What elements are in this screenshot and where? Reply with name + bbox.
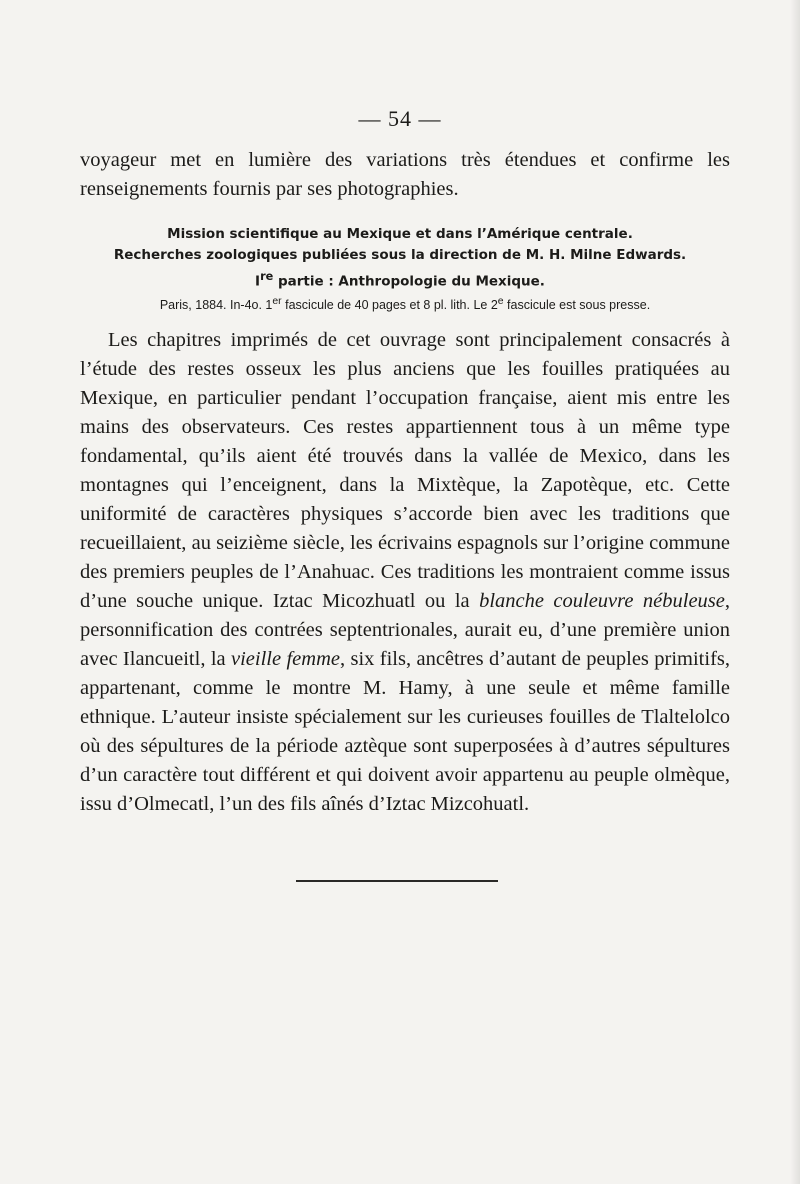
pubinfo-sup-1: er [272, 296, 282, 307]
italic-phrase-1: blanche couleuvre nébuleuse [479, 590, 725, 612]
italic-phrase-2: vieille femme [231, 648, 340, 670]
mission-heading-line-1: Mission scientifique au Mexique et dans l’Amérique centrale. [167, 226, 633, 242]
pubinfo-part-3: fascicule est sous presse. [503, 298, 651, 313]
intro-paragraph: voyageur met en lumière des variations très étendues et confirme les renseignements fournis par ses photographies. [80, 149, 730, 200]
publication-info [80, 296, 730, 312]
page-edge-shadow [790, 0, 800, 1184]
body-segment-2: , personnification des contrées septentrionales, aurait eu, d’une première union avec Ilancueitl, la [80, 590, 731, 670]
body-segment-3: , six fils, ancêtres d’autant de peuples primitifs, appartenant, comme le montre M. Hamy, à une seule et même famille ethnique. L’auteur insiste spécialement sur les curieuses fouilles de Tlaltelolco où des sépultures de la période aztèque sont superposées à d’autres sépultures d’un caractère tout différent et qui doivent avoir appartenu au peuple olmèque, issu d’Olmecatl, l’un des fils aînés d’Iztac Mizcohuatl. [80, 648, 731, 815]
part-superscript: re [260, 270, 274, 283]
mission-heading [70, 224, 730, 293]
pubinfo-part-2: fascicule de 40 pages et 8 pl. lith. Le 2 [281, 298, 498, 313]
section-divider [296, 880, 498, 882]
mission-heading-line-3 [70, 266, 730, 293]
pubinfo-part-1: Paris, 1884. In-4o. 1 [159, 298, 273, 313]
part-prefix: I [255, 273, 261, 290]
body-segment-1: Les chapitres imprimés de cet ouvrage sont principalement consacrés à l’étude des restes osseux les plus anciens que les fouilles pratiquées au Mexique, en particulier pendant l’occupation française, aient mis entre les mains des observateurs. Ces restes appartiennent tous à un même type fondamental, qu’ils aient été trouvés dans la vallée de Mexico, dans les montagnes qui l’enceignent, dans la Mixtèque, la Zapotèque, etc. Cette uniformité de caractères physiques s’accorde bien avec les traditions que recueillaient, au seizième siècle, les écrivains espagnols sur l’origine commune des premiers peuples de l’Anahuac. Ces traditions les montraient comme issus d’une souche unique. Iztac Micozhuatl ou la [80, 329, 730, 612]
part-suffix: partie : Anthropologie du Mexique. [273, 273, 545, 290]
page-number: — 54 — [358, 106, 442, 131]
pubinfo-sup-2: e [497, 296, 504, 307]
mission-heading-line-2: Recherches zoologiques publiées sous la direction de M. H. Milne Edwards. [113, 247, 687, 263]
body-paragraph [80, 326, 730, 819]
